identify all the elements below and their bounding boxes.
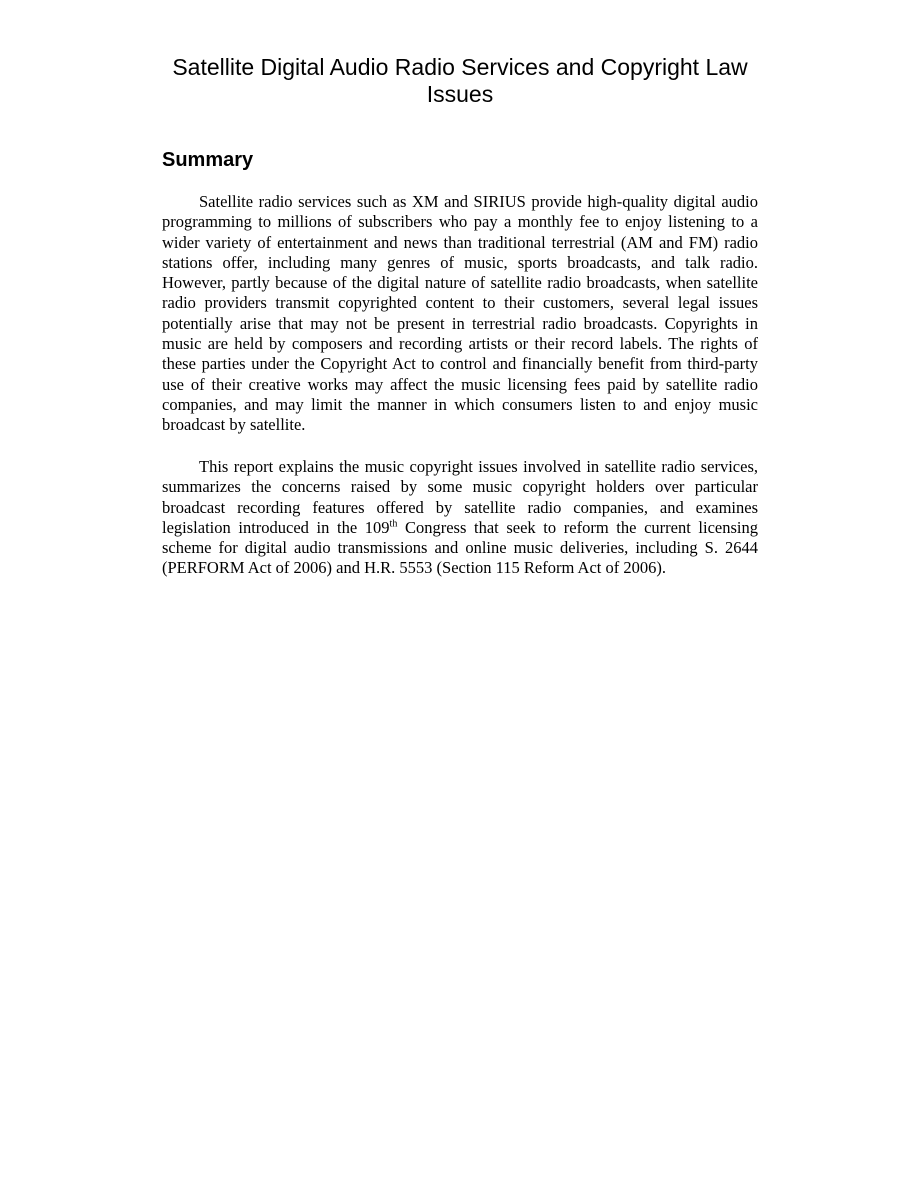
paragraph-2-text-end: Congress that seek to reform the current licensing scheme for digital audio transmissions and online music deliveries, including S. 2644 (PERFORM Act of 2006) and H.R. 5553 (Section 115 Reform Act of 2006).: [162, 517, 758, 578]
summary-paragraph-2: [162, 457, 758, 579]
ordinal-superscript: th: [389, 518, 398, 530]
document-title: Satellite Digital Audio Radio Services and Copyright Law Issues: [172, 54, 748, 107]
paragraph-2-text-start: This report explains the music copyright issues involved in satellite radio services, summarizes the concerns raised by some music copyright holders over particular broadcast recording features offered by satellite radio companies, and examines legislation introduced in the 109: [162, 457, 758, 537]
summary-paragraph-1: Satellite radio services such as XM and SIRIUS provide high-quality digital audio programming to millions of subscribers who pay a monthly fee to enjoy listening to a wider variety of entertainment and news than traditional terrestrial (AM and FM) radio stations offer, including many genres of music, sports broadcasts, and talk radio. However, partly because of the digital nature of satellite radio broadcasts, when satellite radio providers transmit copyrighted content to their customers, several legal issues potentially arise that may not be present in terrestrial radio broadcasts. Copyrights in music are held by composers and recording artists or their record labels. The rights of these parties under the Copyright Act to control and financially benefit from third-party use of their creative works may affect the music licensing fees paid by satellite radio companies, and may limit the manner in which consumers listen to and enjoy music broadcast by satellite.: [162, 192, 758, 435]
summary-heading: Summary: [162, 149, 254, 171]
